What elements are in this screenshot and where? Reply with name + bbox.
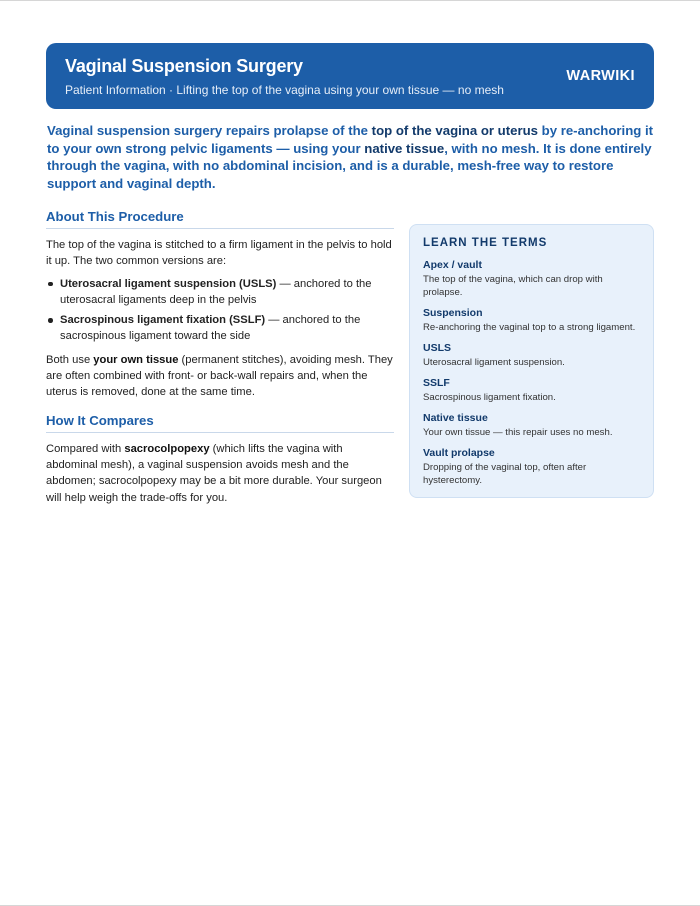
list-item: [46, 276, 394, 309]
compare-text-1: Compared with: [46, 442, 125, 455]
content-columns: [46, 209, 654, 506]
compare-emphasis: sacrocolpopexy: [124, 442, 210, 455]
about-paragraph-1: The top of the vagina is stitched to a firm ligament in the pelvis to hold it up. The two common versions are:: [46, 239, 392, 268]
term-name: Vault prolapse: [423, 447, 495, 459]
terms-sidebar: [409, 224, 654, 498]
list-item-text: — anchored to the uterosacral ligaments deep in the pelvis: [60, 277, 372, 306]
term-definition: Dropping of the vaginal top, often after hysterectomy.: [423, 462, 587, 486]
intro-paragraph: [46, 122, 654, 192]
about-p2-emphasis: your own tissue: [93, 353, 179, 366]
term-item: [423, 306, 641, 334]
compare-heading: How It Compares: [46, 413, 394, 433]
intro-text-2: by re-anchoring it to your own strong pelvic ligaments — using your: [47, 123, 654, 156]
brand-logo-text: WARWIKI: [566, 68, 635, 84]
term-name: SSLF: [423, 377, 450, 389]
about-p2-text-2: (permanent stitches), avoiding mesh. They are often combined with front- or back-wall repairs and, when the uterus is removed, done at the same time.: [46, 353, 393, 399]
term-item: [423, 376, 641, 404]
about-p2-text-1: Both use: [46, 353, 94, 366]
page-title: Vaginal Suspension Surgery: [65, 55, 303, 76]
procedure-list: [46, 276, 394, 345]
term-item: [423, 446, 641, 487]
bullet-icon: [48, 282, 53, 287]
term-name: Native tissue: [423, 412, 488, 424]
list-item: [46, 312, 394, 345]
page-subtitle: Patient Information · Lifting the top of the vagina using your own tissue — no mesh: [65, 82, 504, 97]
header-text: [65, 55, 504, 98]
intro-emphasis-2: native tissue: [364, 140, 445, 156]
term-item: [423, 411, 641, 439]
list-item-text: — anchored to the sacrospinous ligament toward the side: [60, 314, 361, 343]
bullet-icon: [48, 318, 53, 323]
list-item-term: Sacrospinous ligament fixation (SSLF): [60, 314, 266, 327]
intro-emphasis-1: top of the vagina or uterus: [371, 123, 538, 138]
list-item-term: Uterosacral ligament suspension (USLS): [60, 277, 277, 290]
document-page: [46, 43, 654, 506]
about-heading: About This Procedure: [46, 209, 394, 229]
term-definition: Your own tissue — this repair uses no mesh.: [423, 427, 613, 438]
term-name: Suspension: [423, 307, 483, 319]
header-banner: [46, 43, 654, 109]
term-name: Apex / vault: [423, 259, 482, 271]
term-item: [423, 258, 641, 299]
term-definition: Sacrospinous ligament fixation.: [423, 392, 556, 403]
about-paragraph-2: [46, 352, 394, 401]
compare-text-2: (which lifts the vagina with abdominal mesh), a vaginal suspension avoids mesh and the abdomen; sacrocolpopexy may be a bit more durable. Your surgeon will help weigh the trade-offs for you.: [46, 442, 382, 504]
term-definition: Uterosacral ligament suspension.: [423, 357, 565, 368]
term-item: [423, 341, 641, 369]
compare-paragraph: [46, 441, 394, 506]
term-name: USLS: [423, 342, 452, 354]
terms-heading: LEARN THE TERMS: [423, 237, 548, 249]
main-column: [46, 209, 394, 506]
intro-text-3: , with no mesh. It is done entirely through the vagina, with no abdominal incision, and is a durable, mesh-free way to restore support and vaginal depth.: [47, 140, 652, 191]
term-definition: Re-anchoring the vaginal top to a strong ligament.: [423, 322, 636, 333]
intro-text-1: Vaginal suspension surgery repairs prolapse of the: [47, 123, 372, 138]
term-definition: The top of the vagina, which can drop with prolapse.: [423, 274, 603, 298]
